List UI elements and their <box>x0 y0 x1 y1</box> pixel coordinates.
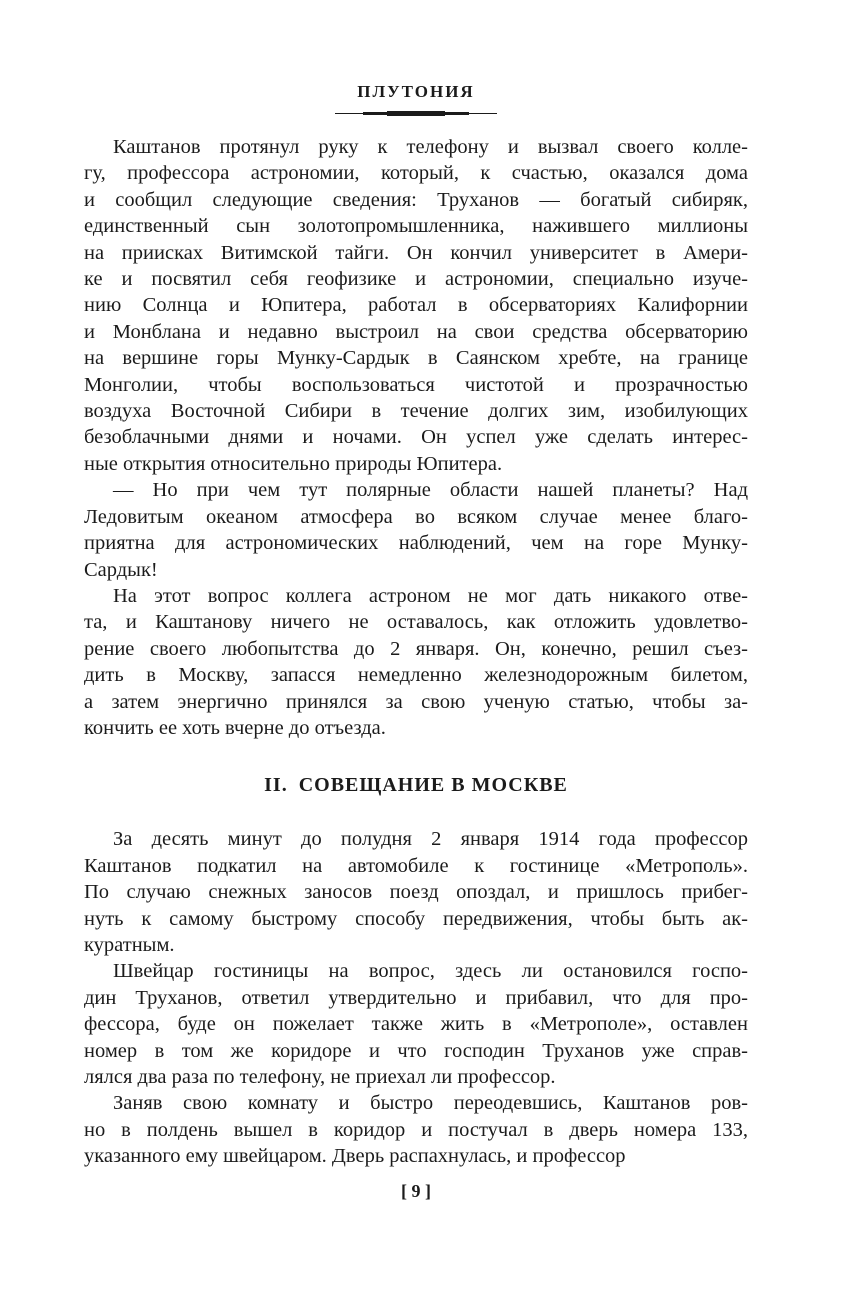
text-line: Сардык! <box>84 558 158 581</box>
text-line: кончить ее хоть вчерне до отъезда. <box>84 716 386 739</box>
paragraph <box>84 1090 748 1169</box>
text-line: а затем энергично принялся за свою ученую статью, чтобы за- <box>84 690 748 713</box>
text-line: указанного ему швейцаром. Дверь распахнулась, и профессор <box>84 1145 626 1168</box>
text-line: ке и посвятил себя геофизике и астрономии, специально изуче- <box>84 268 748 291</box>
divider-thick-line <box>387 111 445 116</box>
text-line: За десять минут до полудня 2 января 1914 года профессор <box>113 828 748 851</box>
text-line: воздуха Восточной Сибири в течение долгих зим, изобилующих <box>84 400 748 423</box>
text-line: нию Солнца и Юпитера, работал в обсерваториях Калифорнии <box>84 294 748 317</box>
text-line: дить в Москву, запасся немедленно железнодорожным билетом, <box>84 664 748 687</box>
text-line: На этот вопрос коллега астроном не мог дать никакого отве- <box>113 584 748 607</box>
paragraph <box>84 134 748 477</box>
text-line: дин Труханов, ответил утвердительно и прибавил, что для про- <box>84 986 748 1009</box>
text-line: — Но при чем тут полярные области нашей планеты? Над <box>113 479 748 502</box>
text-line: единственный сын золотопромышленника, нажившего миллионы <box>84 215 748 238</box>
text-line: и сообщил следующие сведения: Труханов — богатый сибиряк, <box>84 188 748 211</box>
text-line: ные открытия относительно природы Юпитера. <box>84 452 503 475</box>
text-line: Каштанов протянул руку к телефону и вызвал своего колле- <box>113 136 748 158</box>
text-line: номер в том же коридоре и что господин Труханов уже справ- <box>84 1039 748 1062</box>
text-line: Монголии, чтобы воспользоваться чистотой и прозрачностью <box>84 373 748 396</box>
text-line: безоблачными днями и ночами. Он успел уже сделать интерес- <box>84 426 748 449</box>
text-line: Каштанов подкатил на автомобиле к гостинице «Метрополь». <box>84 854 748 877</box>
text-line: та, и Каштанову ничего не оставалось, как отложить удовлетво- <box>84 611 748 634</box>
text-line: гу, профессора астрономии, который, к счастью, оказался дома <box>84 162 748 185</box>
running-head: ПЛУТОНИЯ <box>357 82 475 101</box>
text-line: на вершине горы Мунку-Сардык в Саянском хребте, на границе <box>84 347 748 370</box>
text-line: на приисках Витимской тайги. Он кончил университет в Амери- <box>84 241 748 264</box>
text-line: По случаю снежных заносов поезд опоздал, и пришлось прибег- <box>84 881 748 904</box>
text-line: и Монблана и недавно выстроил на свои средства обсерваторию <box>84 320 748 343</box>
text-line: но в полдень вышел в коридор и постучал в дверь номера 133, <box>84 1118 748 1141</box>
paragraph <box>84 477 748 583</box>
paragraph <box>84 583 748 741</box>
text-line: приятна для астрономических наблюдений, чем на горе Мунку- <box>84 532 748 555</box>
text-body <box>84 134 748 1170</box>
text-line: Швейцар гостиницы на вопрос, здесь ли остановился госпо- <box>113 960 748 983</box>
text-line: фессора, буде он пожелает также жить в «Метрополе», оставлен <box>84 1013 748 1036</box>
page-number: [ 9 ] <box>401 1181 431 1201</box>
paragraph <box>84 958 748 1090</box>
section-heading: II. СОВЕЩАНИЕ В МОСКВЕ <box>264 774 568 797</box>
text-line: Ледовитым океаном атмосфера во всяком случае менее благо- <box>84 505 748 528</box>
text-line: Заняв свою комнату и быстро переодевшись, Каштанов ров- <box>113 1092 748 1115</box>
paragraph <box>84 826 748 958</box>
ornamental-divider <box>84 110 748 118</box>
text-line: рение своего любопытства до 2 января. Он, конечно, решил съез- <box>84 637 748 660</box>
text-line: нуть к самому быстрому способу передвижения, чтобы быть ак- <box>84 907 748 930</box>
text-line: куратным. <box>84 933 175 956</box>
text-line: лялся два раза по телефону, не приехал ли профессор. <box>84 1066 556 1088</box>
